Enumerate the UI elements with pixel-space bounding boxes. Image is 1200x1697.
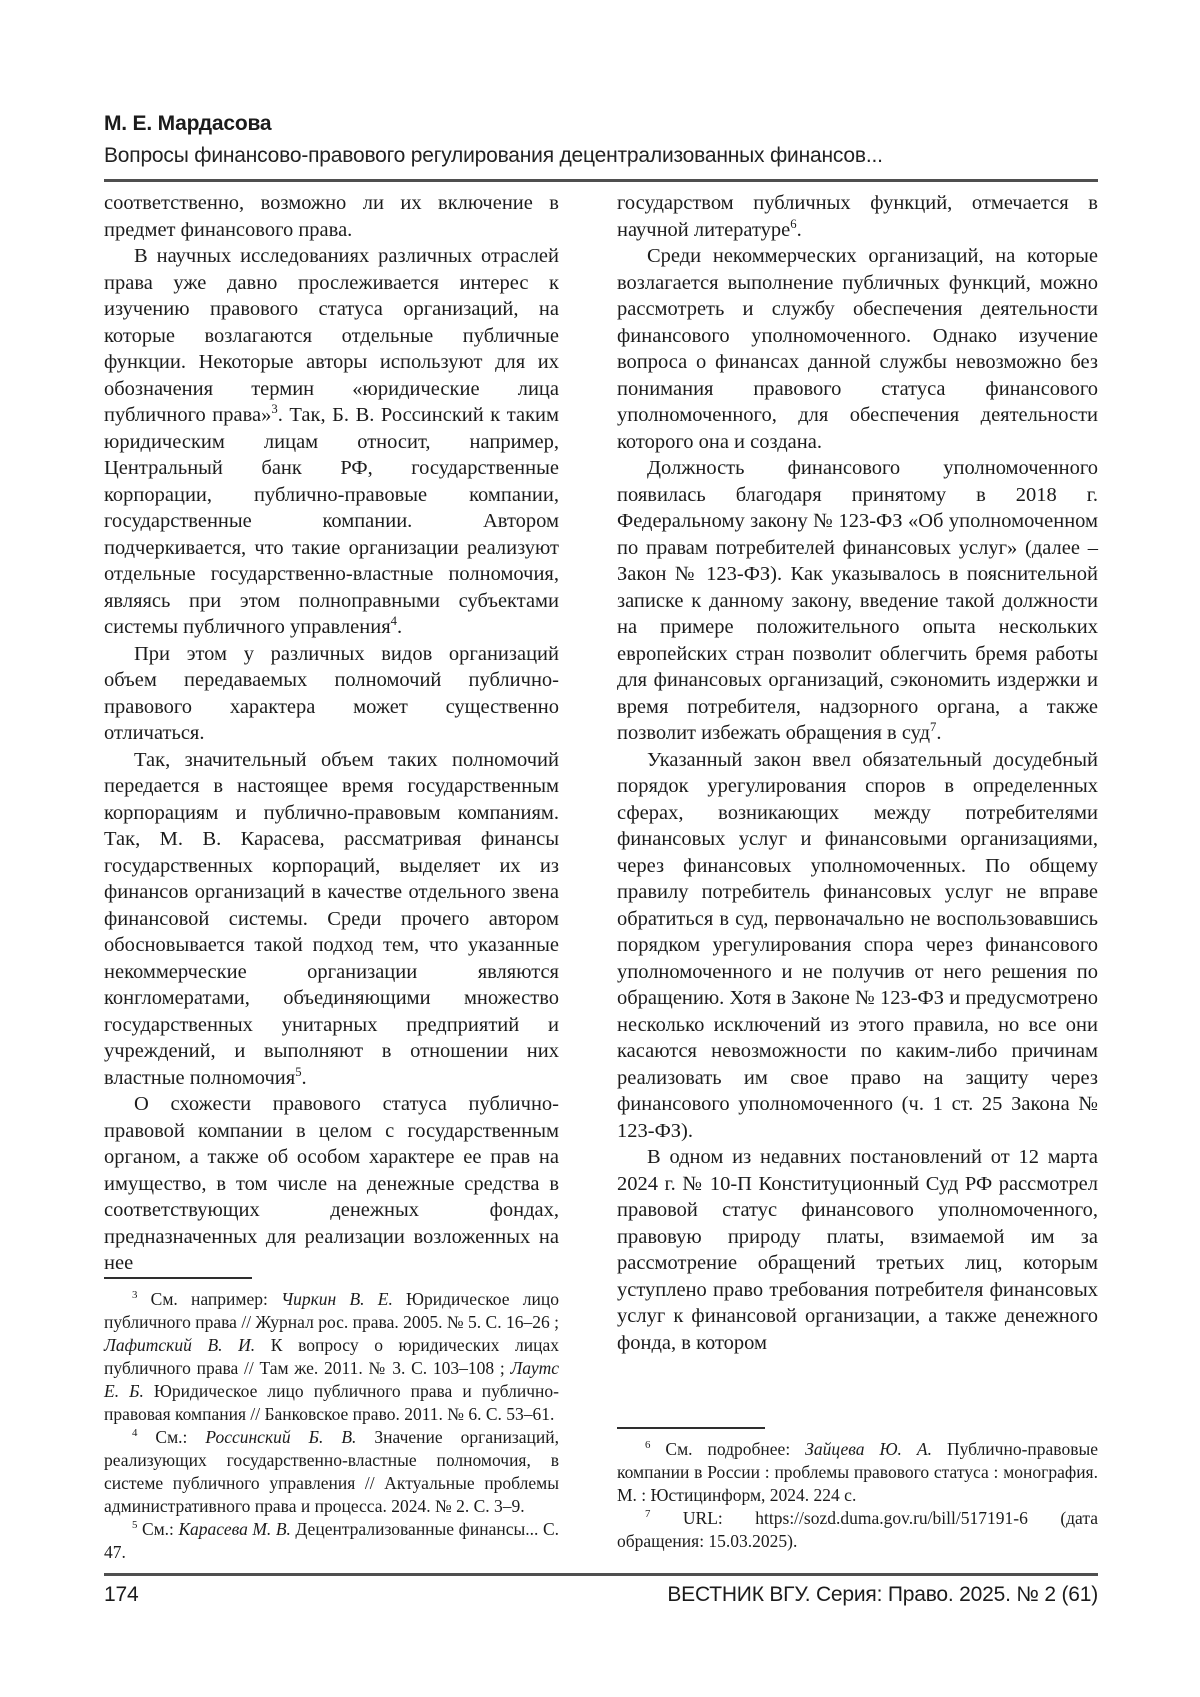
left-column	[104, 190, 559, 1562]
text-run: Юридическое лицо публичного права и публично-правовая компания // Банковское право. 2011. № 6. С. 53–61.	[104, 1380, 559, 1424]
text-run: Карасева М. В.	[178, 1518, 291, 1539]
right-column	[617, 190, 1098, 1553]
paragraph	[617, 455, 1098, 747]
text-run: .	[796, 218, 802, 241]
footnote-separator	[617, 1427, 765, 1429]
text-run: К вопросу о юридических лицах публичного права // Там же. 2011. № 3. С. 103–108 ;	[104, 1334, 559, 1378]
paragraph	[104, 747, 559, 1092]
text-run: Так, значительный объем таких полномочий передается в настоящее время государственным корпорациям и публично-правовым компаниям. Так, М. В. Карасева, рассматривая финансы государственных корпораций, выделяет их из финансов организаций в качестве отдельного звена финансовой системы. Среди прочего автором обосновывается такой подход тем, что указанные некоммерческие организации являются конгломератами, объединяющими множество государственных унитарных предприятий и учреждений, и выполняют в отношении них властные полномочия	[104, 748, 559, 1089]
text-run: См. например:	[137, 1288, 282, 1309]
footnote	[104, 1518, 559, 1564]
footnote	[104, 1288, 559, 1426]
footer-rule	[104, 1573, 1098, 1576]
text-run: Зайцева Ю. А.	[805, 1439, 932, 1459]
paragraph	[104, 1091, 559, 1277]
header-rule	[104, 179, 1098, 182]
paragraph	[617, 747, 1098, 1145]
running-header-title: Вопросы финансово-правового регулирования децентрализованных финансов...	[104, 144, 883, 167]
text-run: . Так, Б. В. Россинский к таким юридическим лицам относит, например, Центральный банк РФ, государственные корпорации, публично-правовые компании, государственные компании. Автором подчеркивается, что такие организации реализуют отдельные государственно-властные полномочия, являясь при этом полноправными субъектами системы публичного управления	[104, 404, 559, 638]
text-run: Россинский Б. В.	[205, 1426, 357, 1447]
text-run: См. подробнее:	[650, 1439, 806, 1459]
footnote-ref: 7	[930, 720, 937, 735]
running-header	[104, 112, 1098, 182]
right-column-body	[617, 190, 1098, 1356]
footnote	[104, 1426, 559, 1518]
footnote-ref: 6	[790, 216, 797, 231]
footnote	[617, 1507, 1098, 1553]
page-number: 174	[104, 1583, 139, 1606]
text-run: Должность финансового уполномоченного появилась благодаря принятому в 2018 г. Федеральному закону № 123-ФЗ «Об уполномоченном по правам потребителей финансовых услуг» (далее – Закон № 123-ФЗ). Как указывалось в пояснительной записке к данному закону, введение такой должности на примере положительного опыта нескольких европейских стран позволит облегчить бремя работы для финансовых организаций, сэкономить издержки и время потребителя, надзорного органа, а также позволит избежать обращения в суд	[617, 457, 1098, 744]
paragraph	[104, 243, 559, 641]
text-run: .	[397, 616, 403, 638]
footnote-ref: 3	[271, 402, 278, 417]
right-column-footnotes	[617, 1427, 1098, 1553]
footnote-number: 6	[645, 1439, 651, 1452]
text-run: государством публичных функций, отмечается в научной литературе	[617, 192, 1098, 241]
footnote-separator	[104, 1277, 252, 1279]
paragraph	[104, 641, 559, 747]
right-footnote-list	[617, 1438, 1098, 1553]
paragraph	[104, 190, 559, 243]
footer-row	[104, 1583, 1098, 1607]
footnote	[617, 1438, 1098, 1507]
text-run: Среди некоммерческих организаций, на которые возлагается выполнение публичных функций, можно рассмотреть и службу обеспечения деятельности финансового уполномоченного. Однако изучение вопроса о финансах данной службы невозможно без понимания правового статуса финансового уполномоченного, для обеспечения деятельности которого она и создана.	[617, 245, 1098, 453]
journal-title: ВЕСТНИК ВГУ. Серия: Право. 2025. № 2 (61)	[667, 1583, 1098, 1606]
text-run: .	[936, 722, 942, 744]
text-run: См.:	[137, 1426, 206, 1447]
text-run: Юридическое лицо публичного права // Журнал рос. права. 2005. № 5. С. 16–26 ;	[104, 1288, 559, 1332]
text-run: URL: https://sozd.duma.gov.ru/bill/517191-6 (дата обращения: 15.03.2025).	[617, 1508, 1098, 1551]
text-run: Лафитский В. И.	[104, 1334, 256, 1355]
text-run: В научных исследованиях различных отраслей права уже давно прослеживается интерес к изучению правового статуса организаций, на которые возлагаются отдельные публичные функции. Некоторые авторы используют для их обозначения термин «юридические лица публичного права»	[104, 245, 559, 426]
running-header-author: М. Е. Мардасова	[104, 112, 272, 135]
text-run: См.:	[137, 1518, 179, 1539]
text-run: .	[301, 1066, 307, 1089]
left-column-footnotes	[104, 1277, 559, 1564]
running-footer	[104, 1573, 1098, 1607]
text-run: Лаутс Е. Б.	[104, 1357, 559, 1401]
left-footnote-list	[104, 1288, 559, 1564]
paragraph	[617, 1144, 1098, 1356]
footnote-number: 5	[132, 1518, 138, 1531]
footnote-ref: 4	[390, 614, 398, 629]
text-run: В одном из недавних постановлений от 12 марта 2024 г. № 10-П Конституционный Суд РФ рассмотрел правовой статус финансового уполномоченного, правовую природу платы, взимаемой им за рассмотрение обращений третьих лиц, которым уступлено право требования потребителя финансовых услуг к финансовой организации, а также денежного фонда, в котором	[617, 1146, 1098, 1354]
text-run: Указанный закон ввел обязательный досудебный порядок урегулирования споров в определенных сферах, возникающих между потребителями финансовых услуг и финансовыми организациями, через финансовых уполномоченных. По общему правилу потребитель финансовых услуг не вправе обратиться в суд, первоначально не воспользовавшись порядком урегулирования спора через финансового уполномоченного и не получив от него решения по обращению. Хотя в Законе № 123-ФЗ и предусмотрено несколько исключений из этого правила, но все они касаются невозможности по каким-либо причинам реализовать им свое право на защиту через финансового уполномоченного (ч. 1 ст. 25 Закона № 123-ФЗ).	[617, 748, 1098, 1142]
text-run: соответственно, возможно ли их включение в предмет финансового права.	[104, 192, 559, 241]
footnote-number: 3	[132, 1288, 138, 1301]
footnote-ref: 5	[295, 1064, 302, 1079]
footnote-number: 4	[132, 1426, 138, 1439]
text-run: Чиркин В. Е.	[281, 1288, 393, 1309]
text-run: Публично-правовые компании в России : проблемы правового статуса : монография. М. : Юстицинформ, 2024. 224 с.	[617, 1439, 1098, 1505]
text-run: Значение организаций, реализующих государственно-властные полномочия, в системе публичного управления // Актуальные проблемы административного права и процесса. 2024. № 2. С. 3–9.	[104, 1426, 559, 1516]
text-run: При этом у различных видов организаций объем передаваемых полномочий публично-правового характера может существенно отличаться.	[104, 642, 559, 744]
text-run: О схожести правового статуса публично-правовой компании в целом с государственным органом, а также об особом характере ее прав на имущество, в том числе на денежные средства в соответствующих денежных фондах, предназначенных для реализации возложенных на нее	[104, 1093, 559, 1274]
text-run: Децентрализованные финансы... С. 47.	[104, 1518, 559, 1562]
two-column-text	[104, 190, 1098, 1562]
paragraph	[617, 243, 1098, 455]
paragraph	[617, 190, 1098, 243]
left-column-body	[104, 190, 559, 1277]
footnote-number: 7	[645, 1508, 651, 1521]
